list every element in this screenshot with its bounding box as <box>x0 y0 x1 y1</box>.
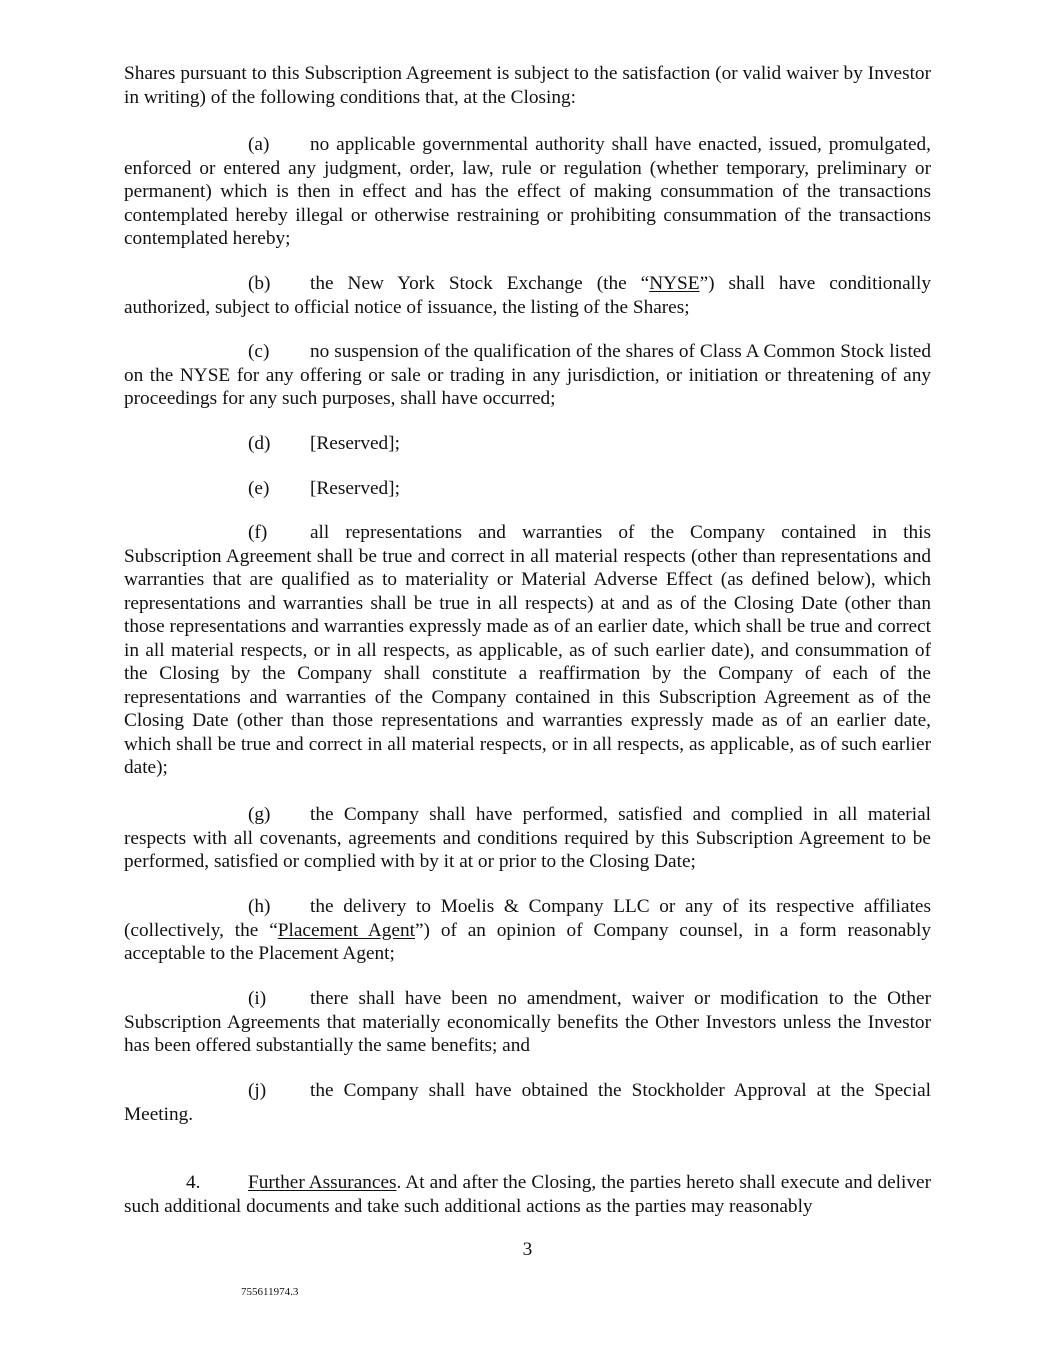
condition-c <box>124 340 931 411</box>
condition-e <box>124 477 931 501</box>
condition-h-term: Placement Agent <box>277 919 415 941</box>
condition-d <box>124 432 931 456</box>
condition-j <box>124 1079 931 1126</box>
section-4-heading: Further Assurances <box>248 1172 397 1193</box>
intro-paragraph <box>124 62 931 109</box>
section-4-further-assurances <box>124 1171 931 1218</box>
condition-h-post: ”) of an opinion of Company counsel, in a form reasonably acceptable to the Placement Agent; <box>124 919 932 964</box>
condition-c-label: (c) <box>248 341 270 362</box>
condition-a-text: no applicable governmental authority shall have enacted, issued, promulgated, enforced or entered any judgment, order, law, rule or regulation (whether temporary, preliminary or permanent) which is then in effect and has the effect of making consummation of the transactions contemplated hereby illegal or otherwise restraining or prohibiting consummation of the transactions contemplated hereby; <box>124 134 931 249</box>
condition-d-label: (d) <box>248 433 271 454</box>
condition-i <box>124 987 931 1058</box>
document-id: 755611974.3 <box>241 1286 299 1298</box>
condition-h-pre: the delivery to Moelis & Company LLC or any of its respective affiliates (collectively, the “ <box>124 896 931 941</box>
condition-c-text: no suspension of the qualification of the shares of Class A Common Stock listed on the NYSE for any offering or sale or trading in any jurisdiction, or initiation or threatening of any proceedings for any such purposes, shall have occurred; <box>124 341 931 409</box>
condition-g <box>124 803 931 874</box>
condition-f <box>124 521 931 780</box>
condition-d-text: [Reserved]; <box>310 433 400 454</box>
condition-b-label: (b) <box>248 273 271 294</box>
section-4-text: . At and after the Closing, the parties hereto shall execute and deliver such additional documents and take such additional actions as the parties may reasonably <box>124 1172 932 1217</box>
condition-f-label: (f) <box>248 522 268 543</box>
condition-f-text: all representations and warranties of the Company contained in this Subscription Agreement shall be true and correct in all material respects (other than representations and warranties that are qualified as to materiality or Material Adverse Effect (as defined below), which representations and warranties shall be true in all respects) at and as of the Closing Date (other than those representations and warranties expressly made as of an earlier date, which shall be true and correct in all material respects, or in all respects, as applicable, as of such earlier date), and consummation of the Closing by the Company shall constitute a reaffirmation by the Company of each of the representations and warranties of the Company contained in this Subscription Agreement as of the Closing Date (other than those representations and warranties expressly made as of an earlier date, which shall be true and correct in all material respects, or in all respects, as applicable, as of such earlier date); <box>124 522 931 778</box>
condition-e-text: [Reserved]; <box>310 478 400 499</box>
condition-g-text: the Company shall have performed, satisfied and complied in all material respects with all covenants, agreements and conditions required by this Subscription Agreement to be performed, satisfied or complied with by it at or prior to the Closing Date; <box>124 804 931 872</box>
page-number: 3 <box>522 1239 533 1260</box>
condition-e-label: (e) <box>248 478 270 499</box>
condition-a-label: (a) <box>248 134 270 155</box>
condition-b-term: NYSE <box>649 273 700 294</box>
condition-h <box>124 895 931 966</box>
condition-j-text: the Company shall have obtained the Stockholder Approval at the Special Meeting. <box>124 1080 931 1125</box>
condition-i-text: there shall have been no amendment, waiver or modification to the Other Subscription Agreements that materially economically benefits the Other Investors unless the Investor has been offered substantially the same benefits; and <box>124 988 931 1056</box>
condition-b-post: ”) shall have conditionally authorized, subject to official notice of issuance, the listing of the Shares; <box>124 273 931 318</box>
condition-g-label: (g) <box>248 804 271 825</box>
condition-j-label: (j) <box>248 1080 267 1101</box>
condition-b <box>124 272 931 319</box>
intro-text: Shares pursuant to this Subscription Agreement is subject to the satisfaction (or valid waiver by Investor in writing) of the following conditions that, at the Closing: <box>124 63 931 108</box>
section-4-number: 4. <box>186 1172 201 1193</box>
condition-h-label: (h) <box>248 896 271 917</box>
condition-a <box>124 133 931 251</box>
condition-i-label: (i) <box>248 988 267 1009</box>
condition-b-pre: the New York Stock Exchange (the “ <box>310 273 650 294</box>
